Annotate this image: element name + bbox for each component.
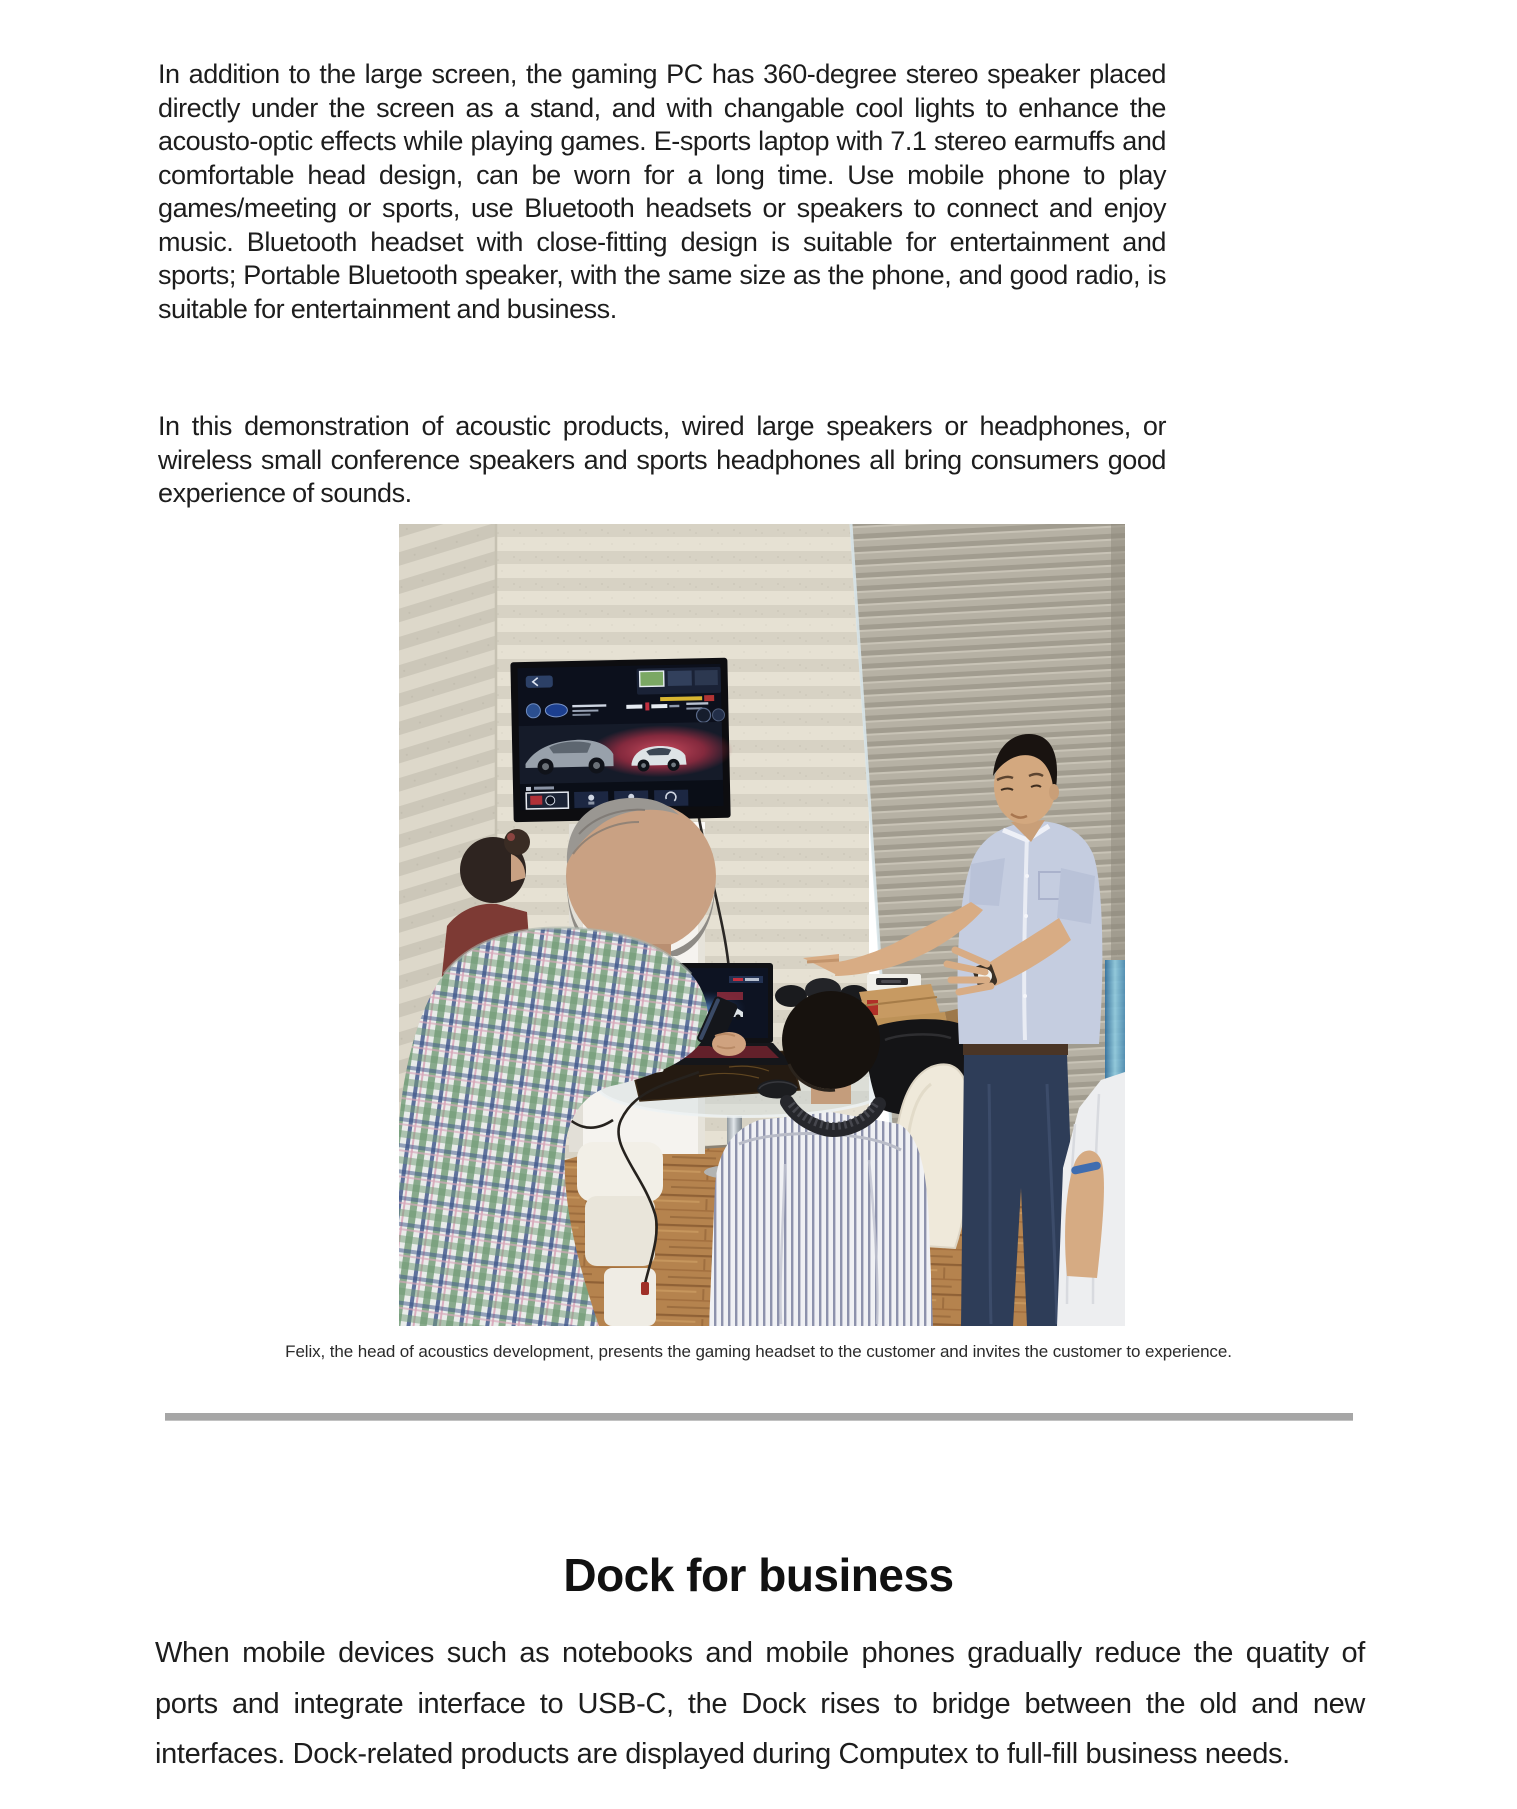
blue-reflective-panel	[1105, 960, 1125, 1090]
paragraph-dock: When mobile devices such as notebooks and mobile phones gradually reduce the quatity of ports and integrate interface to USB-C, the Dock rises to bridge between the old and new interfaces. Dock-related products are displayed during Computex to full-fill business needs.	[155, 1637, 1365, 1770]
photo-caption: Felix, the head of acoustics development, presents the gaming headset to the customer and invites the customer to experience.	[285, 1342, 1232, 1361]
section-heading-dock-for-business: Dock for business	[563, 1549, 954, 1602]
cable-connector	[641, 1282, 649, 1295]
paragraph-demonstration: In this demonstration of acoustic products, wired large speakers or headphones, or wireless small conference speakers and sports headphones all bring consumers good experience of sounds.	[158, 411, 1166, 508]
demo-room-photo-illustration	[399, 524, 1125, 1326]
paragraph-acoustics-products: In addition to the large screen, the gaming PC has 360-degree stereo speaker placed directly under the screen as a stand, and with changable cool lights to enhance the acousto-optic effects while playing games. E-sports laptop with 7.1 stereo earmuffs and comfortable head design, can be worn for a long time. Use mobile phone to play games/meeting or sports, use Bluetooth headsets or speakers to connect and enjoy music. Bluetooth headset with close-fitting design is suitable for entertainment and sports; Portable Bluetooth speaker, with the same size as the phone, and good radio, is suitable for entertainment and business.	[158, 59, 1166, 324]
demo-room-photo	[399, 524, 1125, 1326]
section-divider	[165, 1413, 1353, 1421]
